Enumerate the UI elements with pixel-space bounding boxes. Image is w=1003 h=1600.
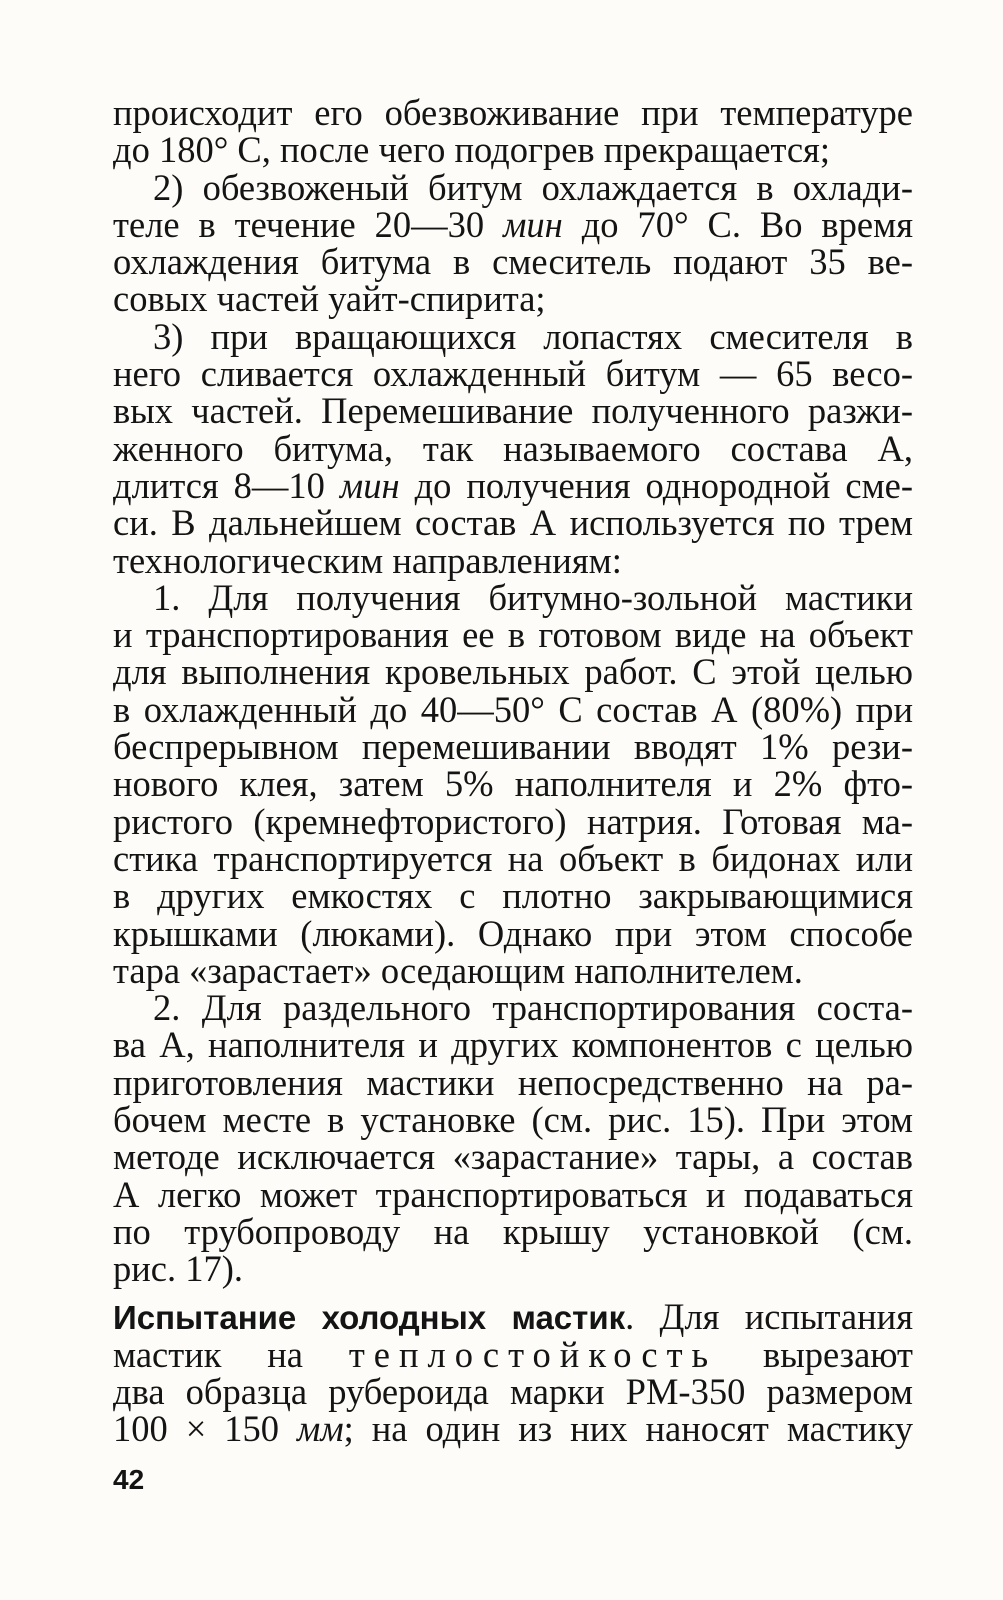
text-line: вых частей. Перемешивание полученного разжи- (113, 390, 913, 432)
text-line: в охлажденный до 40—50° С состав А (80%) при (113, 688, 913, 730)
text-line: него сливается охлажденный битум — 65 весо- (113, 353, 913, 395)
text-line: два образца рубероида марки РМ-350 размером (113, 1371, 913, 1413)
text-line (113, 1333, 914, 1375)
paragraph-direction-2 (113, 987, 913, 1290)
text-line: женного битума, так называемого состава А, (113, 427, 913, 469)
text-fragment: до 70° С. Во время (581, 203, 913, 245)
text-line: рис. 17). (113, 1248, 244, 1290)
text-fragment: 100 × 150 (113, 1408, 280, 1450)
text-line: в других емкостях с плотно закрывающимися (113, 875, 913, 917)
text-line: приготовления мастики непосредственно на ра- (113, 1061, 913, 1103)
paragraph-continued (113, 94, 913, 169)
paragraph-step-3 (113, 315, 914, 581)
text-line: стика транспортируется на объект в бидонах или (113, 837, 913, 879)
text-fragment: длится 8—10 (113, 464, 325, 506)
text-line (113, 203, 913, 245)
text-fragment: теле в течение 20—30 (113, 203, 485, 245)
text-line: по трубопроводу на крышу установкой (см. (113, 1210, 913, 1252)
text-line: 2. Для раздельного транспортирования соста- (153, 987, 913, 1029)
unit-mm: мм (297, 1408, 344, 1450)
section-heading: Испытание холодных мастик (113, 1298, 626, 1336)
text-line: тара «зарастает» оседающим наполнителем. (113, 949, 803, 991)
text-line: си. В дальнейшем состав А используется по трем (113, 502, 913, 544)
text-line: А легко может транспортироваться и подаваться (113, 1173, 913, 1215)
text-line: беспрерывном перемешивании вводят 1% рези- (113, 726, 913, 768)
text-line: нового клея, затем 5% наполнителя и 2% фто- (113, 763, 913, 805)
text-line: 3) при вращающихся лопастях смесителя в (153, 315, 913, 357)
paragraph-step-2 (113, 166, 913, 320)
text-line: 1. Для получения битумно-зольной мастики (153, 576, 913, 618)
paragraph-testing (113, 1295, 914, 1450)
text-line: ристого (кремнефтористого) натрия. Готовая ма- (113, 800, 913, 842)
text-line: 2) обезвоженый битум охлаждается в охлади- (153, 166, 913, 208)
text-line: до 180° С, после чего подогрев прекращается; (113, 129, 830, 171)
page-number: 42 (113, 1464, 145, 1495)
text-fragment: мастик на (113, 1333, 304, 1375)
unit-min: мин (503, 203, 563, 245)
page-text (113, 94, 913, 1448)
text-line: охлаждения битума в смеситель подают 35 ве- (113, 241, 913, 283)
text-line: ва А, наполнителя и других компонентов с целью (113, 1024, 913, 1066)
text-line (113, 464, 914, 506)
text-line: методе исключается «зарастание» тары, а состав (113, 1136, 913, 1178)
unit-min: мин (339, 464, 400, 506)
text-line: бочем месте в установке (см. рис. 15). При этом (113, 1099, 913, 1141)
text-line (113, 1295, 913, 1337)
text-fragment: . Для испытания (625, 1295, 913, 1337)
text-line: крышками (люками). Однако при этом способе (113, 912, 913, 954)
text-line (113, 1408, 914, 1450)
emphasized-term: теплостойкость (348, 1333, 718, 1375)
text-line: для выполнения кровельных работ. С этой целью (113, 651, 913, 693)
text-line: совых частей уайт-спирита; (113, 278, 546, 320)
text-line: происходит его обезвоживание при температуре (113, 92, 913, 133)
text-fragment: до получения однородной сме- (414, 464, 914, 506)
text-fragment: ; на один из них наносят мастику (343, 1408, 914, 1450)
text-fragment: вырезают (763, 1333, 914, 1375)
text-line: технологическим направлениям: (113, 539, 622, 581)
text-line: и транспортирования ее в готовом виде на объект (113, 614, 913, 656)
paragraph-direction-1 (113, 576, 913, 991)
